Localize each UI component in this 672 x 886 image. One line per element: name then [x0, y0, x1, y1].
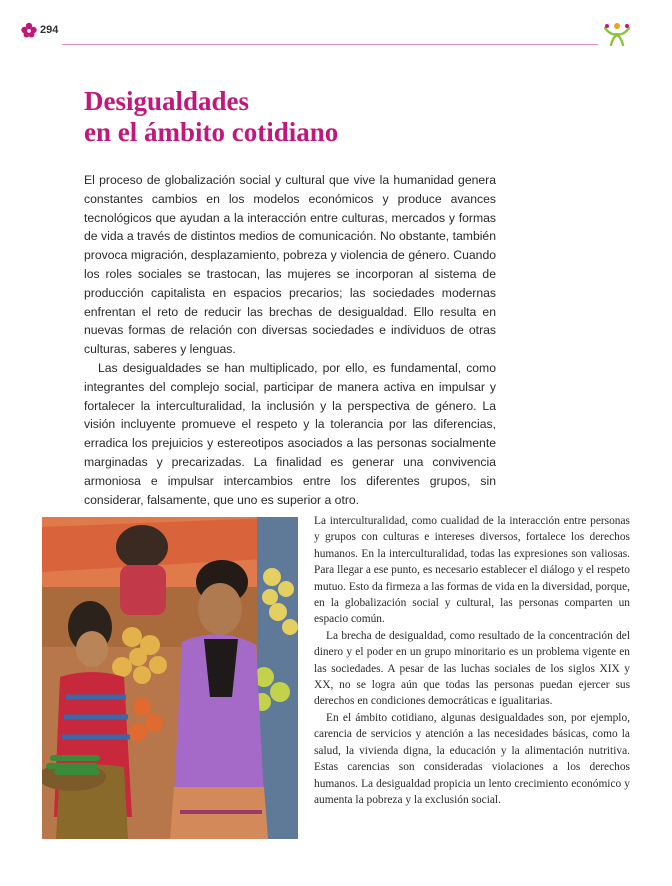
intro-paragraph-2: Las desigualdades se han multiplicado, por ello, es fundamental, como integrantes del complejo social, participar de manera activa en impulsar y fortalecer la interculturalidad, la inclusión y la perspectiva de género. La visión incluyente promueve el respeto y la tolerancia por las diferencias, erradica los prejuicios y estereotipos asociados a las personas socialmente marginadas y precarizadas. La finalidad es generar una convivencia armoniosa e impulsar intercambios entre los diferentes grupos, sin considerar, falsamente, que uno es superior a otro. — [84, 360, 496, 507]
intro-text — [84, 171, 496, 509]
flower-icon — [20, 22, 38, 38]
header-rule — [62, 44, 598, 45]
column-paragraph-2: La brecha de desigualdad, como resultado de la concentración del dinero y el poder en un grupo minoritario es un problema vigente en las sociedades. A pesar de las luchas sociales de los siglos XIX y XX, no se logra aún que todas las personas puedan ejercer sus derechos en condiciones democráticas e igualitarias. — [314, 629, 630, 708]
market-photo — [42, 517, 298, 839]
page-title — [84, 86, 584, 148]
people-icon — [603, 22, 631, 46]
intro-paragraph-1: El proceso de globalización social y cultural que vive la humanidad genera constantes cambios en los modelos económicos y produce avances tecnológicos que ayudan a la interacción entre culturas, mercados y formas de vida a través de distintos medios de comunicación. No obstante, también provoca migración, desplazamiento, pobreza y violencia de género. Cuando los roles sociales se trastocan, las mujeres se incorporan al sistema de producción capitalista en espacios precarios; las sociedades modernas enfrentan el reto de reducir las brechas de desigualdad. Ello resulta en nuevas formas de relación con diversas sociedades e individuos de otras culturas, saberes y lenguas. — [84, 173, 496, 357]
right-column-text — [314, 513, 630, 808]
column-paragraph-1: La interculturalidad, como cualidad de la interacción entre personas y grupos con culturas e intereses diversos, fortalece los derechos humanos. En la interculturalidad, todas las expresiones son valiosas. Para llegar a ese punto, es necesario establecer el diálogo y el respeto mutuo. Esto da firmeza a las formas de vida en la diversidad, porque, en la globalización social y cultural, las personas comparten un espacio común. — [314, 515, 630, 626]
title-line-2: en el ámbito cotidiano — [84, 117, 339, 147]
title-line-1: Desigualdades — [84, 86, 250, 116]
column-paragraph-3: En el ámbito cotidiano, algunas desigualdades son, por ejemplo, carencia de servicios y atención a las necesidades básicas, como la salud, la vivienda digna, la educación y la alimentación nutritiva. Estas carencias son consideradas violaciones a los derechos humanos. La desigualdad propicia un lento crecimiento económico y aumenta la pobreza y la exclusión social. — [314, 711, 630, 806]
page-number: 294 — [40, 24, 59, 36]
